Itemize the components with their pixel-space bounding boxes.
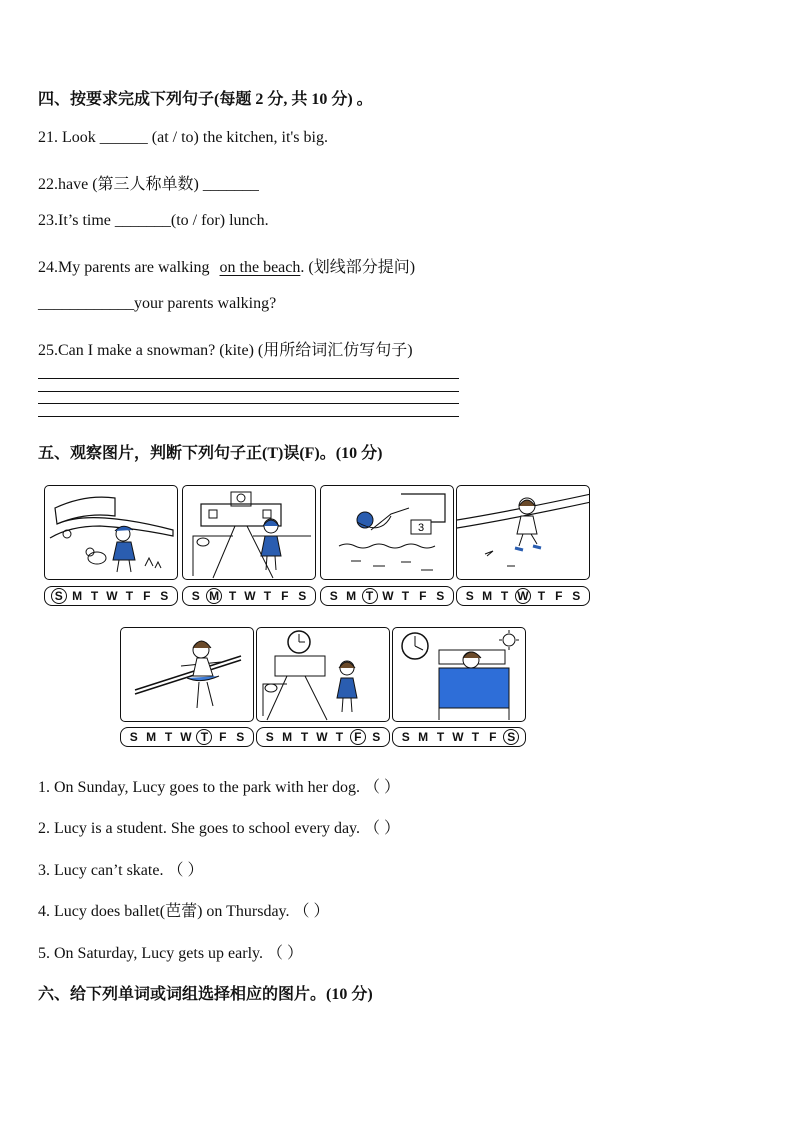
question-24 [38,254,415,277]
day-letter: W [316,730,328,744]
picture-school-monday [182,485,316,580]
day-letter: F [281,589,289,603]
answer-line [38,416,459,417]
picture-park-dog [44,485,178,580]
day-letter: T [196,729,212,745]
day-letter: M [206,588,222,604]
question-22: 22.have (第三人称单数) _______ [38,176,259,193]
day-letter: T [125,589,134,603]
question-24-underlined: on the beach [219,259,301,276]
day-letter: S [265,730,274,744]
statement-5: 5. On Saturday, Lucy gets up early. （ ） [38,945,303,962]
statement-1: 1. On Sunday, Lucy goes to the park with her dog. （ ） [38,779,401,796]
day-letter: M [418,730,429,744]
question-24-answer-line: ____________your parents walking? [38,295,277,312]
day-letter: T [300,730,309,744]
day-letter: T [164,730,173,744]
day-letter: S [51,588,67,604]
question-25: 25.Can I make a snowman? (kite) (用所给词汇仿写句子) [38,342,413,359]
day-letter: F [555,589,563,603]
question-23: 23.It’s time _______(to / for) lunch. [38,212,269,229]
day-letter: S [191,589,200,603]
day-letter: T [500,589,509,603]
section5-heading: 五、观察图片，判断下列句子正(T)误(F)。(10 分) [38,445,383,462]
day-letter: T [537,589,546,603]
answer-line [38,403,459,404]
picture-swimming [320,485,454,580]
day-letter: T [401,589,410,603]
answer-line [38,378,459,379]
day-letter: T [436,730,445,744]
day-letter: W [452,730,464,744]
day-letter: M [282,730,293,744]
statement-2: 2. Lucy is a student. She goes to school every day. （ ） [38,820,401,837]
day-letter: M [146,730,157,744]
day-letter: S [329,589,338,603]
day-letter: T [335,730,344,744]
day-strip-4 [456,586,590,606]
day-letter: S [572,589,581,603]
day-letter: F [489,730,497,744]
day-letter: F [219,730,227,744]
question-21: 21. Look ______ (at / to) the kitchen, it's big. [38,129,328,146]
day-letter: S [401,730,410,744]
answer-line [38,391,459,392]
picture-ballet [120,627,254,722]
day-letter: T [362,588,378,604]
day-letter: F [419,589,427,603]
day-letter: F [350,729,366,745]
day-letter: M [346,589,357,603]
day-letter: T [90,589,99,603]
day-letter: W [382,589,394,603]
day-strip-3 [320,586,454,606]
day-letter: T [263,589,272,603]
section4-heading: 四、按要求完成下列句子(每题 2 分, 共 10 分) 。 [38,91,373,108]
day-letter: W [180,730,192,744]
day-letter: S [503,729,519,745]
day-strip-7 [392,727,526,747]
day-letter: S [298,589,307,603]
day-letter: S [236,730,245,744]
day-letter: T [471,730,480,744]
day-letter: S [160,589,169,603]
lane-number-sign: 3 [417,522,425,534]
day-letter: W [106,589,118,603]
day-letter: M [482,589,493,603]
day-strip-6 [256,727,390,747]
day-letter: W [244,589,256,603]
day-letter: S [372,730,381,744]
day-letter: S [465,589,474,603]
question-24-text: 24.My parents are walking [38,259,210,276]
picture-skating [456,485,590,580]
day-letter: W [515,588,531,604]
day-letter: F [143,589,151,603]
picture-school-friday [256,627,390,722]
day-letter: T [228,589,237,603]
statement-3: 3. Lucy can’t skate. （ ） [38,862,204,879]
day-strip-5 [120,727,254,747]
day-letter: S [436,589,445,603]
day-strip-1 [44,586,178,606]
question-24-instruction: . (划线部分提问) [300,259,416,276]
day-letter: M [72,589,83,603]
statement-4: 4. Lucy does ballet(芭蕾) on Thursday. （ ） [38,903,330,920]
picture-sleeping-saturday [392,627,526,722]
day-strip-2 [182,586,316,606]
day-letter: S [129,730,138,744]
section6-heading: 六、给下列单词或词组选择相应的图片。(10 分) [38,986,373,1003]
